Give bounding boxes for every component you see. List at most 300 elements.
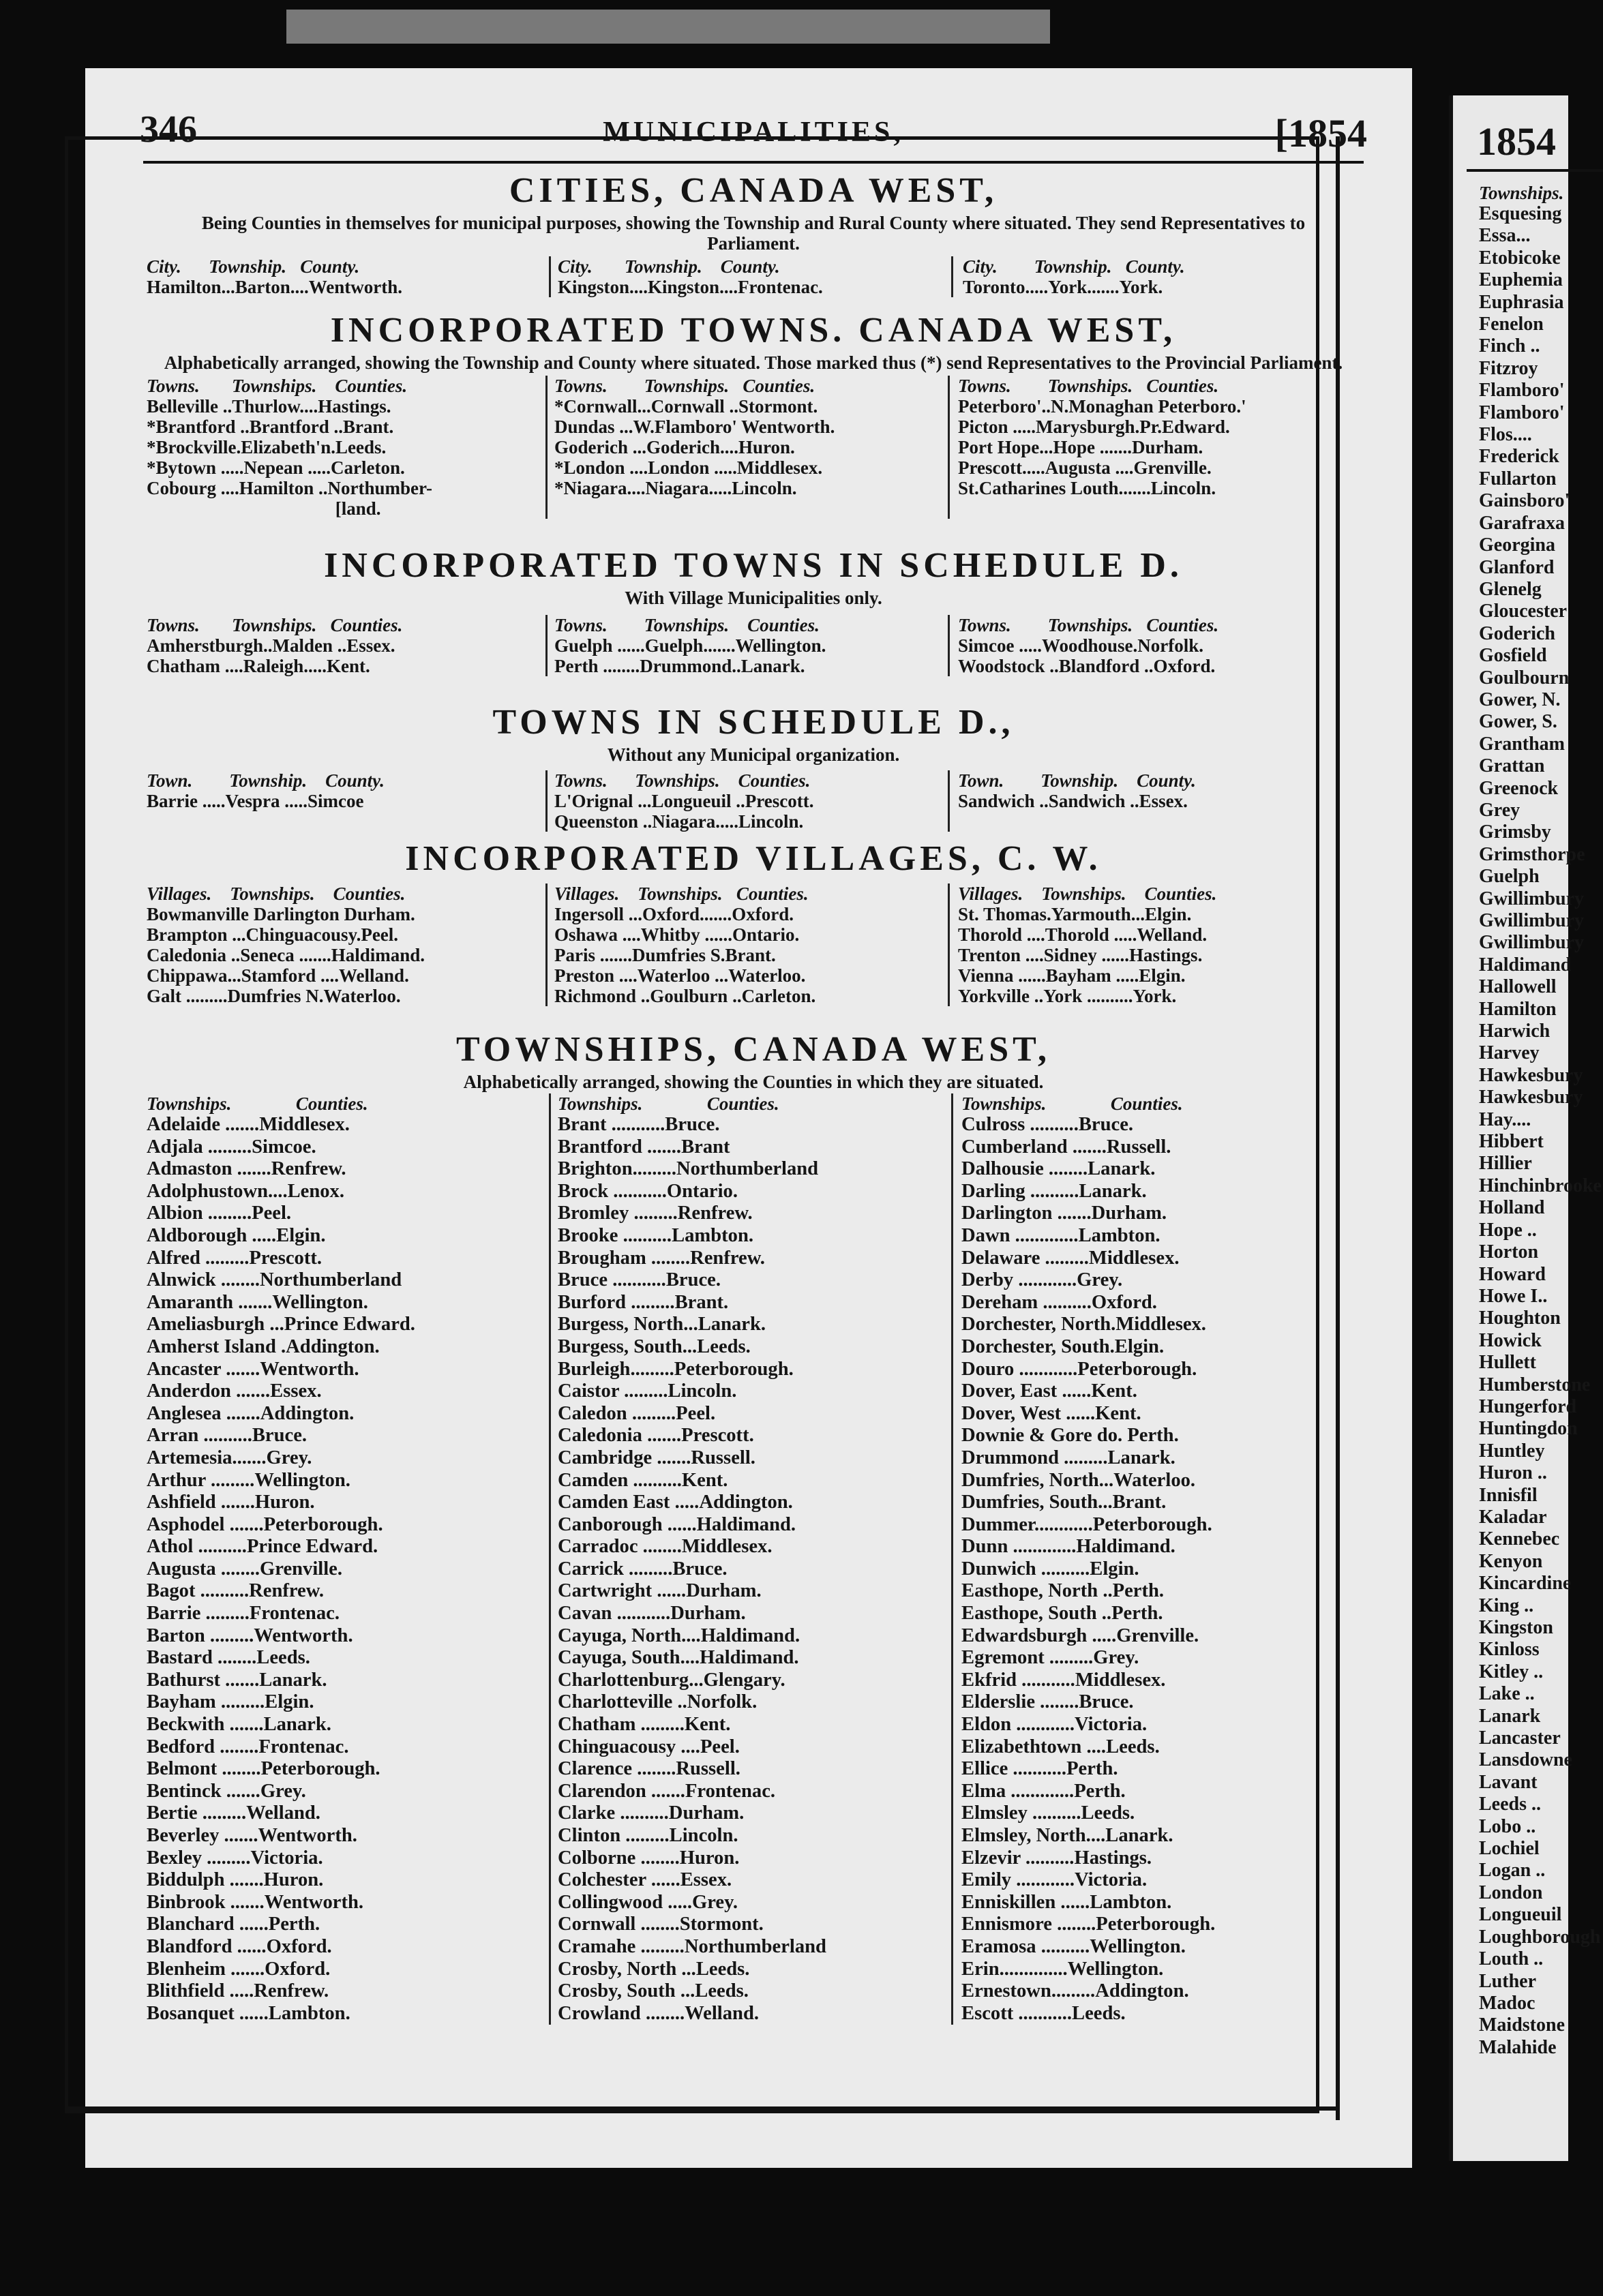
list-item: Glanford xyxy=(1479,556,1555,578)
list-item: Brighton.........Northumberland xyxy=(558,1158,819,1180)
list-item: Kitley .. xyxy=(1479,1661,1544,1682)
townships-col-1-header: Townships. Counties. xyxy=(147,1093,368,1114)
list-item: Chatham .........Kent. xyxy=(558,1714,731,1736)
cities-col-3 xyxy=(951,256,1353,297)
list-item: Bagot ..........Renfrew. xyxy=(147,1580,324,1602)
list-item: Dawn .............Lambton. xyxy=(961,1224,1160,1246)
list-item: Cramahe .........Northumberland xyxy=(558,1935,826,1957)
table-row: *Bytown .....Nepean .....Carleton. xyxy=(147,457,405,478)
scan-edge xyxy=(286,10,1050,44)
cities-subtitle: Being Counties in themselves for municipal purposes, showing the Township and Rural County where situated. They send Representatives to Parliament. xyxy=(201,213,1306,254)
list-item: Elma .............Perth. xyxy=(961,1780,1126,1802)
list-item: Canborough ......Haldimand. xyxy=(558,1513,796,1535)
table-row: Picton .....Marysburgh.Pr.Edward. xyxy=(958,417,1230,437)
list-item: Huron .. xyxy=(1479,1462,1547,1484)
list-item: Ancaster .......Wentworth. xyxy=(147,1358,359,1380)
list-item: Bayham .........Elgin. xyxy=(147,1691,314,1713)
table-row: St. Thomas.Yarmouth...Elgin. xyxy=(958,904,1192,924)
list-item: Gainsboro' xyxy=(1479,490,1570,512)
list-item: Goulbourn xyxy=(1479,667,1570,689)
list-item: Huntingdon xyxy=(1479,1418,1578,1440)
list-item: Alfred .........Prescott. xyxy=(147,1247,323,1269)
list-item: Amherst Island .Addington. xyxy=(147,1335,380,1357)
list-item: Cumberland .......Russell. xyxy=(961,1136,1171,1158)
section-villages xyxy=(147,837,1360,1028)
list-item: Albion .........Peel. xyxy=(147,1203,292,1224)
list-item: Aldborough .....Elgin. xyxy=(147,1224,326,1246)
list-item: Maidstone xyxy=(1479,2014,1565,2036)
list-item: Dereham ..........Oxford. xyxy=(961,1291,1157,1313)
right-page-year: 1854 xyxy=(1477,119,1556,164)
list-item: Hawkesbury xyxy=(1479,1087,1583,1108)
table-row: Queenston ..Niagara.....Lincoln. xyxy=(554,811,804,832)
list-item: Logan .. xyxy=(1479,1860,1546,1882)
list-item: Artemesia.......Grey. xyxy=(147,1447,312,1468)
towns-subtitle: Alphabetically arranged, showing the Township and County where situated. Those marked thus (*) send Representatives to the Provincial Parliament. xyxy=(164,352,1343,373)
list-item: Dunwich ..........Elgin. xyxy=(961,1558,1139,1580)
list-item: Loughborough xyxy=(1479,1926,1601,1948)
table-row: Vienna ......Bayham .....Elgin. xyxy=(958,965,1186,986)
list-item: Huntley xyxy=(1479,1440,1545,1462)
list-item: Madoc xyxy=(1479,1992,1535,2014)
list-item: Blandford ......Oxford. xyxy=(147,1935,332,1957)
list-item: Colchester ......Essex. xyxy=(558,1869,732,1891)
list-item: Cayuga, South....Haldimand. xyxy=(558,1647,799,1669)
schedule-d-subtitle: With Village Municipalities only. xyxy=(625,588,882,608)
table-row: Paris .......Dumfries S.Brant. xyxy=(554,945,776,965)
villages-col-3 xyxy=(948,883,1357,1006)
list-item: Brooke ..........Lambton. xyxy=(558,1224,754,1246)
list-item: Bosanquet ......Lambton. xyxy=(147,2002,350,2024)
list-item: Etobicoke xyxy=(1479,247,1561,269)
list-item: Ellice ...........Perth. xyxy=(961,1758,1118,1780)
list-item: Lake .. xyxy=(1479,1683,1535,1705)
list-item: Cambridge .......Russell. xyxy=(558,1447,755,1468)
towns-col-2 xyxy=(545,376,948,519)
list-item: Admaston .......Renfrew. xyxy=(147,1158,346,1180)
list-item: Lansdowne xyxy=(1479,1749,1572,1771)
list-item: Greenock xyxy=(1479,777,1559,799)
list-item: King .. xyxy=(1479,1595,1534,1616)
list-item: Charlotteville ..Norfolk. xyxy=(558,1691,758,1713)
list-item: Adjala .........Simcoe. xyxy=(147,1136,316,1158)
list-item: Ameliasburgh ...Prince Edward. xyxy=(147,1314,415,1335)
table-row: Prescott.....Augusta ....Grenville. xyxy=(958,457,1212,478)
list-item: Escott ...........Leeds. xyxy=(961,2002,1126,2024)
list-item: Delaware .........Middlesex. xyxy=(961,1247,1180,1269)
list-item: Gwillimbury xyxy=(1479,888,1585,909)
list-item: Euphrasia xyxy=(1479,291,1564,313)
list-item: Hibbert xyxy=(1479,1131,1544,1153)
schedule-d-col-3-header: Towns. Townships. Counties. xyxy=(958,615,1219,635)
list-item: Crosby, South ...Leeds. xyxy=(558,1980,749,2002)
list-item: Bertie .........Welland. xyxy=(147,1802,320,1824)
list-item: Luther xyxy=(1479,1970,1536,1992)
villages-col-2-header: Villages. Townships. Counties. xyxy=(554,883,809,904)
list-item: Fullarton xyxy=(1479,468,1557,489)
list-item: Dalhousie ........Lanark. xyxy=(961,1158,1156,1180)
list-item: Frederick xyxy=(1479,446,1559,468)
list-item: Haldimand xyxy=(1479,954,1572,976)
list-item: Dunn .............Haldimand. xyxy=(961,1536,1175,1558)
table-row: Preston ....Waterloo ...Waterloo. xyxy=(554,965,806,986)
table-row: Thorold ....Thorold .....Welland. xyxy=(958,924,1208,945)
list-item: Hungerford xyxy=(1479,1395,1577,1417)
list-item: Biddulph .......Huron. xyxy=(147,1869,324,1891)
list-item: Clarendon .......Frontenac. xyxy=(558,1780,776,1802)
table-row: Port Hope...Hope .......Durham. xyxy=(958,437,1203,457)
list-item: Lobo .. xyxy=(1479,1815,1536,1837)
list-item: Cartwright ......Durham. xyxy=(558,1580,762,1602)
list-item: Grimsby xyxy=(1479,821,1551,843)
list-item: Ennismore ........Peterborough. xyxy=(961,1914,1216,1935)
right-page-fragment xyxy=(1449,95,1602,2161)
page-content xyxy=(147,169,1360,2025)
list-item: Lancaster xyxy=(1479,1727,1561,1749)
table-row: Peterboro'..N.Monaghan Peterboro.' xyxy=(958,396,1246,417)
townships-col-2 xyxy=(549,1093,951,2025)
list-item: Lanark xyxy=(1479,1705,1541,1727)
list-item: Blanchard ......Perth. xyxy=(147,1914,320,1935)
list-item: Elmsley, North....Lanark. xyxy=(961,1825,1173,1846)
list-item: Bentinck .......Grey. xyxy=(147,1780,306,1802)
list-item: Carradoc ........Middlesex. xyxy=(558,1536,773,1558)
list-item: Bromley .........Renfrew. xyxy=(558,1203,753,1224)
list-item: Colborne ........Huron. xyxy=(558,1847,740,1869)
list-item: Darling ..........Lanark. xyxy=(961,1180,1147,1202)
no-org-col-2-header: Towns. Townships. Counties. xyxy=(554,770,811,791)
list-item: Easthope, South ..Perth. xyxy=(961,1603,1163,1625)
table-row: Barrie .....Vespra .....Simcoe xyxy=(147,791,364,811)
page-header xyxy=(140,108,1367,162)
right-page-list xyxy=(1479,183,1602,2059)
villages-col-1 xyxy=(147,883,545,1006)
list-item: Burgess, South...Leeds. xyxy=(558,1335,751,1357)
list-item: Camden ..........Kent. xyxy=(558,1469,728,1491)
list-item: Clinton .........Lincoln. xyxy=(558,1825,738,1846)
list-item: Collingwood .....Grey. xyxy=(558,1891,738,1913)
no-org-col-3-header: Town. Township. County. xyxy=(958,770,1196,791)
list-item: Bastard ........Leeds. xyxy=(147,1647,310,1669)
list-item: Bexley .........Victoria. xyxy=(147,1847,323,1869)
list-item: Athol ..........Prince Edward. xyxy=(147,1536,378,1558)
list-item: Chinguacousy ....Peel. xyxy=(558,1736,740,1757)
table-row: Simcoe .....Woodhouse.Norfolk. xyxy=(958,635,1204,656)
table-row: *Brockville.Elizabeth'n.Leeds. xyxy=(147,437,387,457)
list-item: Clarence ........Russell. xyxy=(558,1758,740,1780)
table-row: [land. xyxy=(147,498,381,519)
schedule-d-col-2-header: Towns. Townships. Counties. xyxy=(554,615,820,635)
list-item: Grattan xyxy=(1479,755,1545,777)
list-item: Burford .........Brant. xyxy=(558,1291,729,1313)
list-item: Kaladar xyxy=(1479,1506,1547,1528)
cities-col-1-header: City. Township. County. xyxy=(147,256,360,277)
list-item: Dummer............Peterborough. xyxy=(961,1513,1212,1535)
list-item: Elderslie ........Bruce. xyxy=(961,1691,1134,1713)
list-item: Adelaide .......Middlesex. xyxy=(147,1114,350,1135)
list-item: Adolphustown....Lenox. xyxy=(147,1180,345,1202)
townships-col-3 xyxy=(951,1093,1353,2025)
list-item: Darlington .......Durham. xyxy=(961,1203,1167,1224)
list-item: Dumfries, South...Brant. xyxy=(961,1492,1167,1513)
list-item: Arthur .........Wellington. xyxy=(147,1469,350,1491)
list-item: Bruce ...........Bruce. xyxy=(558,1269,721,1291)
list-item: Barrie .........Frontenac. xyxy=(147,1603,340,1625)
list-item: Gloucester xyxy=(1479,601,1568,622)
list-item: Humberstone xyxy=(1479,1374,1591,1395)
list-item: Longueuil xyxy=(1479,1904,1562,1926)
list-item: Holland xyxy=(1479,1197,1545,1219)
townships-col-1 xyxy=(147,1093,549,2025)
schedule-d-col-2 xyxy=(545,615,948,676)
list-item: Charlottenburg...Glengary. xyxy=(558,1669,785,1691)
no-org-col-2 xyxy=(545,770,948,832)
page-border-bottom xyxy=(65,2106,1340,2111)
list-item: London xyxy=(1479,1882,1543,1903)
table-row: *London ....London .....Middlesex. xyxy=(554,457,823,478)
table-row: Perth ........Drummond..Lanark. xyxy=(554,656,805,676)
right-page-items xyxy=(1479,203,1602,2059)
list-item: Gosfield xyxy=(1479,645,1547,667)
list-item: Barton .........Wentworth. xyxy=(147,1625,353,1646)
list-item: Egremont .........Grey. xyxy=(961,1647,1139,1669)
list-item: Flos.... xyxy=(1479,424,1532,446)
list-item: Hallowell xyxy=(1479,976,1557,998)
list-item: Erin..............Wellington. xyxy=(961,1958,1164,1980)
list-item: Amaranth .......Wellington. xyxy=(147,1291,368,1313)
list-item: Kenyon xyxy=(1479,1550,1543,1572)
list-item: Elzevir ..........Hastings. xyxy=(961,1847,1152,1869)
list-item: Hawkesbury xyxy=(1479,1064,1583,1086)
list-item: Belmont ........Peterborough. xyxy=(147,1758,380,1780)
no-org-col-1 xyxy=(147,770,545,832)
table-row: Oshawa ....Whitby ......Ontario. xyxy=(554,924,800,945)
list-item: Lochiel xyxy=(1479,1838,1540,1860)
table-row: Belleville ..Thurlow....Hastings. xyxy=(147,396,391,417)
list-item: Euphemia xyxy=(1479,269,1563,291)
list-item: Harvey xyxy=(1479,1042,1540,1064)
right-page-heading: Townships. xyxy=(1479,183,1564,203)
header-rule xyxy=(143,161,1364,164)
list-item: Binbrook .......Wentworth. xyxy=(147,1891,364,1913)
townships-list-2 xyxy=(558,1114,951,2025)
table-row: *Niagara....Niagara.....Lincoln. xyxy=(554,478,797,498)
list-item: Arran ..........Bruce. xyxy=(147,1425,308,1447)
list-item: Hay.... xyxy=(1479,1108,1531,1130)
list-item: Cayuga, North....Haldimand. xyxy=(558,1625,800,1646)
list-item: Camden East .....Addington. xyxy=(558,1492,793,1513)
list-item: Hamilton xyxy=(1479,998,1557,1020)
list-item: Brant ...........Bruce. xyxy=(558,1114,720,1135)
list-item: Edwardsburgh .....Grenville. xyxy=(961,1625,1199,1646)
list-item: Bathurst .......Lanark. xyxy=(147,1669,327,1691)
table-row: Guelph ......Guelph.......Wellington. xyxy=(554,635,826,656)
table-row: Chippawa...Stamford ....Welland. xyxy=(147,965,409,986)
list-item: Essa... xyxy=(1479,225,1531,247)
list-item: Howick xyxy=(1479,1329,1542,1351)
list-item: Houghton xyxy=(1479,1308,1561,1329)
section-schedule-d xyxy=(147,544,1360,701)
table-row: Hamilton...Barton....Wentworth. xyxy=(147,277,402,297)
list-item: Finch .. xyxy=(1479,335,1540,357)
list-item: Grimsthorpe xyxy=(1479,843,1585,865)
towns-col-3-header: Towns. Townships. Counties. xyxy=(958,376,1219,396)
schedule-d-col-1-header: Towns. Townships. Counties. xyxy=(147,615,403,635)
towns-title: INCORPORATED TOWNS. CANADA WEST, xyxy=(330,311,1177,350)
towns-col-2-header: Towns. Townships. Counties. xyxy=(554,376,815,396)
no-org-subtitle: Without any Municipal organization. xyxy=(607,744,900,765)
schedule-d-col-1 xyxy=(147,615,545,676)
list-item: Brougham ........Renfrew. xyxy=(558,1247,765,1269)
table-row: Chatham ....Raleigh.....Kent. xyxy=(147,656,370,676)
list-item: Leeds .. xyxy=(1479,1794,1541,1815)
list-item: Enniskillen ......Lambton. xyxy=(961,1891,1172,1913)
list-item: Elizabethtown ....Leeds. xyxy=(961,1736,1160,1757)
list-item: Emily ............Victoria. xyxy=(961,1869,1148,1891)
list-item: Glenelg xyxy=(1479,578,1542,600)
list-item: Carrick .........Bruce. xyxy=(558,1558,728,1580)
section-towns-no-organization xyxy=(147,701,1360,837)
table-row: Toronto.....York.......York. xyxy=(963,277,1163,297)
table-row: Bowmanville Darlington Durham. xyxy=(147,904,415,924)
list-item: Elmsley ..........Leeds. xyxy=(961,1802,1135,1824)
list-item: Hullett xyxy=(1479,1352,1536,1374)
townships-col-3-header: Townships. Counties. xyxy=(961,1093,1183,1114)
right-page-rule xyxy=(1467,169,1603,172)
list-item: Garafraxa xyxy=(1479,512,1565,534)
towns-col-3 xyxy=(948,376,1357,519)
page-number: 346 xyxy=(140,108,197,151)
table-row: Caledonia ..Seneca .......Haldimand. xyxy=(147,945,425,965)
list-item: Cornwall ........Stormont. xyxy=(558,1914,764,1935)
list-item: Flamboro' xyxy=(1479,402,1565,423)
list-item: Asphodel .......Peterborough. xyxy=(147,1513,383,1535)
townships-list-1 xyxy=(147,1114,549,2025)
list-item: Brantford .......Brant xyxy=(558,1136,730,1158)
list-item: Guelph xyxy=(1479,866,1540,888)
list-item: Dumfries, North...Waterloo. xyxy=(961,1469,1196,1491)
list-item: Gower, S. xyxy=(1479,711,1557,733)
list-item: Brock ...........Ontario. xyxy=(558,1180,738,1202)
schedule-d-title: INCORPORATED TOWNS IN SCHEDULE D. xyxy=(324,546,1183,585)
villages-col-2 xyxy=(545,883,948,1006)
no-org-title: TOWNS IN SCHEDULE D., xyxy=(492,703,1015,742)
list-item: Malahide xyxy=(1479,2036,1557,2058)
table-row: Yorkville ..York ..........York. xyxy=(958,986,1177,1006)
villages-col-3-header: Villages. Townships. Counties. xyxy=(958,883,1217,904)
list-item: Gwillimbury xyxy=(1479,910,1585,931)
table-row: Woodstock ..Blandford ..Oxford. xyxy=(958,656,1216,676)
list-item: Clarke ..........Durham. xyxy=(558,1802,745,1824)
list-item: Alnwick ........Northumberland xyxy=(147,1269,402,1291)
page-year: [1854 xyxy=(1274,111,1367,155)
list-item: Caledonia .......Prescott. xyxy=(558,1425,754,1447)
list-item: Ashfield .......Huron. xyxy=(147,1492,315,1513)
list-item: Louth .. xyxy=(1479,1948,1544,1970)
table-row: Richmond ..Goulburn ..Carleton. xyxy=(554,986,816,1006)
list-item: Hinchinbrooke xyxy=(1479,1175,1602,1196)
list-item: Beckwith .......Lanark. xyxy=(147,1714,331,1736)
list-item: Bedford ........Frontenac. xyxy=(147,1736,349,1757)
list-item: Georgina xyxy=(1479,534,1555,556)
cities-col-3-header: City. Township. County. xyxy=(963,256,1185,277)
towns-col-1-header: Towns. Townships. Counties. xyxy=(147,376,408,396)
list-item: Kincardine xyxy=(1479,1573,1572,1595)
table-row: *Cornwall...Cornwall ..Stormont. xyxy=(554,396,818,417)
list-item: Horton xyxy=(1479,1241,1539,1263)
townships-col-2-header: Townships. Counties. xyxy=(558,1093,779,1114)
list-item: Hope .. xyxy=(1479,1219,1537,1241)
cities-col-2-header: City. Township. County. xyxy=(558,256,780,277)
schedule-d-col-3 xyxy=(948,615,1357,676)
villages-title: INCORPORATED VILLAGES, C. W. xyxy=(405,839,1102,878)
cities-col-1 xyxy=(147,256,549,297)
list-item: Easthope, North ..Perth. xyxy=(961,1580,1165,1602)
list-item: Goderich xyxy=(1479,622,1555,644)
towns-col-1 xyxy=(147,376,545,519)
table-row: Galt .........Dumfries N.Waterloo. xyxy=(147,986,401,1006)
list-item: Dover, West ......Kent. xyxy=(961,1402,1141,1424)
table-row: Goderich ...Goderich....Huron. xyxy=(554,437,795,457)
list-item: Kennebec xyxy=(1479,1528,1560,1550)
table-row: *Brantford ..Brantford ..Brant. xyxy=(147,417,394,437)
running-title: MUNICIPALITIES, xyxy=(603,117,904,148)
list-item: Blenheim .......Oxford. xyxy=(147,1958,331,1980)
townships-title: TOWNSHIPS, CANADA WEST, xyxy=(456,1030,1051,1069)
list-item: Augusta ........Grenville. xyxy=(147,1558,343,1580)
list-item: Cavan ...........Durham. xyxy=(558,1603,746,1625)
list-item: Beverley .......Wentworth. xyxy=(147,1825,357,1846)
list-item: Dorchester, North.Middlesex. xyxy=(961,1314,1206,1335)
townships-subtitle: Alphabetically arranged, showing the Counties in which they are situated. xyxy=(463,1072,1044,1092)
list-item: Grey xyxy=(1479,799,1520,821)
cities-title: CITIES, CANADA WEST, xyxy=(509,171,998,210)
list-item: Douro ............Peterborough. xyxy=(961,1358,1197,1380)
list-item: Burleigh.........Peterborough. xyxy=(558,1358,794,1380)
no-org-col-1-header: Town. Township. County. xyxy=(147,770,385,791)
list-item: Grantham xyxy=(1479,733,1565,755)
list-item: Kingston xyxy=(1479,1617,1553,1638)
list-item: Anglesea .......Addington. xyxy=(147,1402,355,1424)
list-item: Derby ............Grey. xyxy=(961,1269,1123,1291)
list-item: Howe I.. xyxy=(1479,1285,1548,1307)
list-item: Crowland ........Welland. xyxy=(558,2002,759,2024)
table-row: Trenton ....Sidney ......Hastings. xyxy=(958,945,1203,965)
list-item: Dover, East ......Kent. xyxy=(961,1380,1137,1402)
list-item: Ernestown.........Addington. xyxy=(961,1980,1189,2002)
table-row: Kingston....Kingston....Frontenac. xyxy=(558,277,823,297)
list-item: Flamboro' xyxy=(1479,380,1565,402)
section-incorporated-towns xyxy=(147,309,1360,544)
list-item: Burgess, North...Lanark. xyxy=(558,1314,766,1335)
section-townships xyxy=(147,1028,1360,2025)
list-item: Dorchester, South.Elgin. xyxy=(961,1335,1165,1357)
list-item: Drummond .........Lanark. xyxy=(961,1447,1175,1468)
list-item: Caledon .........Peel. xyxy=(558,1402,716,1424)
list-item: Kinloss xyxy=(1479,1639,1540,1661)
list-item: Hillier xyxy=(1479,1153,1532,1175)
list-item: Downie & Gore do. Perth. xyxy=(961,1425,1179,1447)
list-item: Howard xyxy=(1479,1263,1546,1285)
villages-col-1-header: Villages. Townships. Counties. xyxy=(147,883,406,904)
list-item: Harwich xyxy=(1479,1021,1550,1042)
list-item: Culross ..........Bruce. xyxy=(961,1114,1134,1135)
table-row: Sandwich ..Sandwich ..Essex. xyxy=(958,791,1188,811)
table-row: Ingersoll ...Oxford.......Oxford. xyxy=(554,904,794,924)
cities-col-2 xyxy=(549,256,951,297)
townships-list-3 xyxy=(961,1114,1353,2025)
table-row: Dundas ...W.Flamboro' Wentworth. xyxy=(554,417,835,437)
